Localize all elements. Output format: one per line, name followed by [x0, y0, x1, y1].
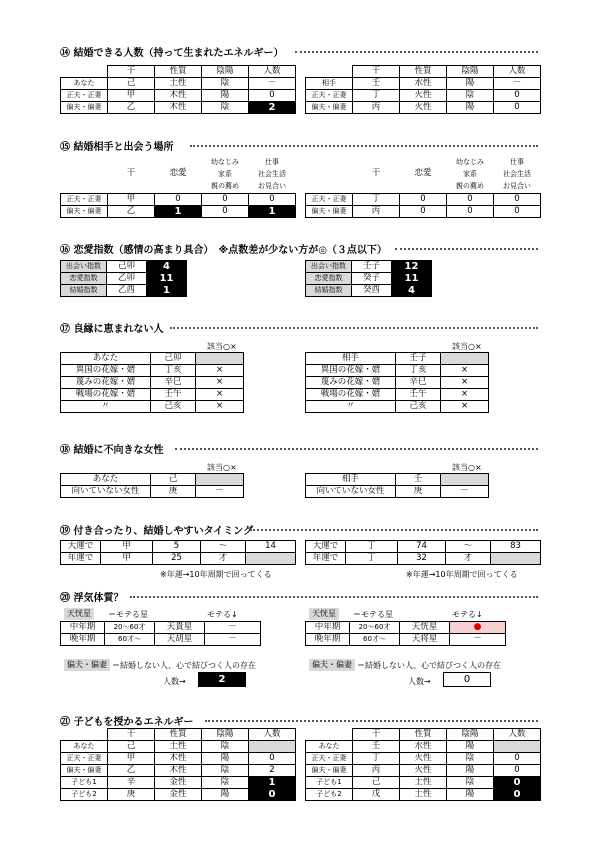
table-cell: ×: [441, 389, 489, 401]
dotted-divider: [190, 145, 538, 147]
dotted-divider: [250, 529, 538, 531]
table-cell: 仕事 社会生活 お見合い: [503, 157, 531, 190]
table-cell: 性質: [155, 729, 202, 741]
table-cell: [196, 474, 244, 486]
table-cell: 陽: [447, 102, 494, 114]
table-cell: 陰: [202, 102, 249, 114]
table-cell: ×: [196, 401, 244, 413]
s14-left-table: [60, 65, 296, 114]
right-count-box: 0: [443, 672, 491, 687]
table-cell: 己亥: [151, 401, 196, 413]
table-cell: 1: [249, 205, 296, 217]
table-cell: 陰: [202, 78, 249, 90]
table-cell: 60才～: [105, 634, 155, 646]
section-15-title: ⑮ 結婚相手と出会う場所: [60, 142, 174, 153]
table-cell: 己卯: [107, 261, 147, 273]
table-cell: 天胡星: [155, 634, 205, 646]
table-cell: [61, 155, 108, 193]
table-cell: ～: [201, 541, 246, 553]
table-cell: 正夫・正妻: [306, 753, 353, 765]
table-cell: 性質: [400, 66, 447, 78]
table-cell: 偏夫・偏妻: [306, 765, 353, 777]
label-text: ＝結婚しない人、心で結びつく人の存在: [112, 661, 256, 670]
table-cell: 偏夫・偏妻: [61, 205, 108, 217]
s19-left-table: [60, 540, 296, 565]
table-cell: 人数: [494, 729, 541, 741]
table-cell: あなた: [61, 741, 108, 753]
table-cell: 5: [153, 541, 201, 553]
table-cell: 壬子: [396, 353, 441, 365]
table-cell: 相手: [306, 353, 396, 365]
s21-left-table: [60, 728, 296, 801]
table-cell: 陰陽: [447, 729, 494, 741]
table-cell: 0: [249, 90, 296, 102]
table-cell: [196, 353, 244, 365]
table-cell: 己卯: [151, 353, 196, 365]
table-cell: 陽: [202, 753, 249, 765]
table-cell: 庚: [396, 486, 441, 498]
table-cell: 干: [108, 66, 155, 78]
table-cell: 年運で: [61, 553, 101, 565]
section-16-title: ⑯ 恋愛指数（感情の高まり具合） ※点数差が少ない方が◎（３点以下）: [60, 245, 387, 256]
section-18-title: ⑱ 結婚に不向きな女性: [60, 445, 164, 456]
table-cell: 甲: [101, 541, 153, 553]
table-cell: 金性: [155, 789, 202, 801]
table-cell: 壬: [353, 78, 400, 90]
table-cell: 壬午: [396, 389, 441, 401]
table-cell: 74: [398, 541, 446, 553]
table-cell: 2: [249, 765, 296, 777]
table-cell: 大運で: [61, 541, 101, 553]
table-cell: 0: [249, 753, 296, 765]
table-cell: 辛巳: [151, 377, 196, 389]
table-cell: 戦場の花嫁・婿: [306, 389, 396, 401]
table-cell: 25: [153, 553, 201, 565]
table-cell: 正夫・正妻: [61, 753, 108, 765]
shaded-label: 偏夫・偏妻: [64, 659, 110, 671]
table-cell: 人数: [249, 729, 296, 741]
table-cell: 0: [494, 789, 541, 801]
table-cell: 陰: [202, 741, 249, 753]
table-cell: 11: [147, 273, 187, 285]
table-cell: 出会い指数: [61, 261, 107, 273]
table-cell: 偏夫・偏妻: [61, 102, 108, 114]
section-17-title: ⑰ 良縁に恵まれない人: [60, 324, 164, 335]
table-cell: 丁亥: [151, 365, 196, 377]
table-cell: 戊: [353, 789, 400, 801]
table-cell: 才: [446, 553, 491, 565]
table-cell: [306, 729, 353, 741]
table-cell: 12: [392, 261, 432, 273]
table-cell: －: [205, 634, 261, 646]
table-cell: あなた: [61, 474, 151, 486]
shaded-label: 天恍星: [64, 608, 94, 620]
table-cell: 0: [494, 205, 541, 217]
table-cell: 〃: [61, 401, 151, 413]
table-cell: [61, 66, 108, 78]
table-cell: 大運で: [306, 541, 346, 553]
table-cell: 乙: [108, 765, 155, 777]
label-text: 人数→: [163, 677, 186, 686]
label-text: モテる↓: [207, 610, 238, 619]
table-cell: 火性: [400, 753, 447, 765]
table-cell: 丙: [353, 205, 400, 217]
table-cell: 天将星: [400, 634, 450, 646]
table-cell: －: [450, 634, 506, 646]
table-cell: 陰陽: [447, 66, 494, 78]
section-14-title: ⑭ 結婚できる人数（持って生まれたエネルギー）: [60, 48, 284, 59]
table-cell: 恋愛指数: [306, 273, 352, 285]
table-cell: 己亥: [396, 401, 441, 413]
table-cell: 干: [353, 729, 400, 741]
table-cell: 異国の花嫁・婿: [61, 365, 151, 377]
table-cell: 丁: [353, 90, 400, 102]
label-text: 該当○×: [207, 463, 237, 472]
table-cell: 出会い指数: [306, 261, 352, 273]
table-cell: 火性: [400, 765, 447, 777]
s19-right-table: [305, 540, 541, 565]
table-cell: 正夫・正妻: [61, 193, 108, 205]
shaded-label: 天恍星: [309, 608, 339, 620]
table-cell: 土性: [400, 789, 447, 801]
table-cell: 0: [202, 205, 249, 217]
table-cell: 陰陽: [202, 66, 249, 78]
s18-left-table: [60, 473, 244, 498]
table-cell: 乙: [108, 205, 155, 217]
table-cell: 子ども1: [61, 777, 108, 789]
table-cell: 甲: [108, 753, 155, 765]
table-cell: 丁亥: [396, 365, 441, 377]
label-text: 人数→: [408, 677, 431, 686]
s16-left-table: [60, 260, 187, 297]
table-cell: 壬午: [151, 389, 196, 401]
table-cell: [441, 474, 489, 486]
table-cell: 晩年期: [61, 634, 105, 646]
table-cell: 丙: [353, 765, 400, 777]
s18-right-table: [305, 473, 489, 498]
table-cell: 陽: [447, 765, 494, 777]
table-cell: 木性: [155, 765, 202, 777]
s15-left-table: [60, 155, 296, 218]
table-cell: 中年期: [61, 622, 105, 634]
table-cell: 相手: [306, 78, 353, 90]
table-cell: 0: [400, 205, 447, 217]
table-cell: 恋愛: [169, 168, 187, 179]
table-cell: 60才～: [350, 634, 400, 646]
table-cell: [306, 155, 353, 193]
table-cell: 0: [249, 193, 296, 205]
label-text: 該当○×: [207, 342, 237, 351]
table-cell: 甲: [108, 193, 155, 205]
table-cell: 0: [494, 777, 541, 789]
table-cell: 陰: [447, 753, 494, 765]
table-cell: 恋愛指数: [61, 273, 107, 285]
count-cell: 2: [249, 102, 296, 114]
table-cell: 水性: [400, 78, 447, 90]
table-cell: 年運で: [306, 553, 346, 565]
table-cell: 庚: [108, 789, 155, 801]
table-cell: 庚: [151, 486, 196, 498]
table-cell: 陰: [202, 777, 249, 789]
table-cell: 向いていない女性: [306, 486, 396, 498]
table-cell: 0: [249, 789, 296, 801]
table-cell: 陽: [447, 741, 494, 753]
table-cell: 火性: [400, 102, 447, 114]
table-cell: 癸子: [352, 273, 392, 285]
dotted-divider: [295, 51, 538, 53]
table-cell: 幼なじみ 家系 親の薦め: [211, 157, 239, 190]
table-cell: 天恍星: [400, 622, 450, 634]
table-cell: 甲: [101, 553, 153, 565]
table-cell: [491, 553, 541, 565]
table-cell: 陰: [447, 777, 494, 789]
table-cell: 〃: [306, 401, 396, 413]
table-cell: 乙: [108, 102, 155, 114]
s14-right-table: [305, 65, 541, 114]
table-cell: 32: [398, 553, 446, 565]
table-cell: －: [205, 622, 261, 634]
table-cell: 4: [147, 261, 187, 273]
table-cell: －: [441, 486, 489, 498]
table-cell: 干: [108, 729, 155, 741]
label-text: ＝モテる星: [353, 610, 393, 619]
table-cell: 蔑みの花嫁・婿: [306, 377, 396, 389]
table-cell: 正夫・正妻: [306, 193, 353, 205]
table-cell: 子ども1: [306, 777, 353, 789]
table-cell: 人数: [249, 66, 296, 78]
table-cell: 己: [108, 741, 155, 753]
table-cell: 結婚指数: [61, 285, 107, 297]
table-cell: 0: [494, 102, 541, 114]
table-cell: 己: [353, 777, 400, 789]
table-cell: [441, 353, 489, 365]
table-cell: 壬: [396, 474, 441, 486]
table-cell: 陽: [202, 90, 249, 102]
table-cell: 1: [147, 285, 187, 297]
table-cell: 土性: [400, 777, 447, 789]
table-cell: 丙: [353, 102, 400, 114]
section-21-title: ㉑ 子どもを授かるエネルギー: [60, 717, 194, 728]
table-cell: 干: [126, 168, 136, 179]
label-text: ＝結婚しない人、心で結びつく人の存在: [357, 661, 501, 670]
table-cell: ×: [441, 365, 489, 377]
table-cell: 正夫・正妻: [61, 90, 108, 102]
table-cell: [494, 741, 541, 753]
table-cell: 性質: [155, 66, 202, 78]
table-cell: 辛: [108, 777, 155, 789]
table-cell: [61, 729, 108, 741]
dotted-divider: [130, 596, 538, 598]
dotted-divider: [175, 448, 538, 450]
table-cell: －: [249, 78, 296, 90]
label-text: ※年運→10年周期で回ってくる: [160, 570, 272, 579]
label-text: ＝モテる星: [108, 610, 148, 619]
dotted-divider: [395, 248, 538, 250]
table-cell: 癸酉: [352, 285, 392, 297]
dotted-divider: [170, 327, 538, 329]
section-20-title: ⑳ 浮気体質？: [60, 593, 124, 604]
table-cell: あなた: [61, 353, 151, 365]
table-cell: 己: [108, 78, 155, 90]
table-cell: 陽: [447, 789, 494, 801]
table-cell: 乙卯: [107, 273, 147, 285]
table-cell: 甲: [108, 90, 155, 102]
table-cell: 才: [201, 553, 246, 565]
table-cell: あなた: [61, 78, 108, 90]
table-cell: 0: [447, 205, 494, 217]
table-cell: 壬: [353, 741, 400, 753]
table-cell: 向いていない女性: [61, 486, 151, 498]
table-cell: ×: [196, 365, 244, 377]
table-cell: ×: [196, 389, 244, 401]
table-cell: ×: [441, 377, 489, 389]
s15-right-table: [305, 155, 541, 218]
table-cell: 土性: [155, 741, 202, 753]
table-cell: 人数: [494, 66, 541, 78]
table-cell: 子ども2: [61, 789, 108, 801]
table-cell: 陰陽: [202, 729, 249, 741]
table-cell: 0: [400, 193, 447, 205]
table-cell: －: [494, 78, 541, 90]
table-cell: 相手: [306, 474, 396, 486]
table-cell: 陰: [202, 765, 249, 777]
table-cell: 仕事 社会生活 お見合い: [258, 157, 286, 190]
label-text: 該当○×: [452, 463, 482, 472]
table-cell: 4: [392, 285, 432, 297]
table-cell: 20～60才: [350, 622, 400, 634]
table-cell: 丁: [346, 553, 398, 565]
mote-marker: ●: [450, 622, 506, 634]
table-cell: 0: [494, 90, 541, 102]
table-cell: 83: [491, 541, 541, 553]
table-cell: 0: [447, 193, 494, 205]
table-cell: 己: [151, 474, 196, 486]
table-cell: 丁: [346, 541, 398, 553]
table-cell: [249, 741, 296, 753]
label-text: モテる↓: [452, 610, 483, 619]
table-cell: 結婚指数: [306, 285, 352, 297]
table-cell: 丁: [353, 753, 400, 765]
dotted-divider: [205, 720, 538, 722]
table-cell: 20～60才: [105, 622, 155, 634]
table-cell: 正夫・正妻: [306, 90, 353, 102]
table-cell: 木性: [155, 753, 202, 765]
table-cell: －: [196, 486, 244, 498]
table-cell: 陽: [447, 78, 494, 90]
table-cell: 14: [246, 541, 296, 553]
table-cell: 0: [494, 193, 541, 205]
table-cell: 異国の花嫁・婿: [306, 365, 396, 377]
table-cell: 0: [494, 753, 541, 765]
table-cell: 陰: [447, 90, 494, 102]
section-19-title: ⑲ 付き合ったり、結婚しやすいタイミング: [60, 526, 254, 537]
table-cell: 1: [249, 777, 296, 789]
label-text: 該当○×: [452, 342, 482, 351]
table-cell: [246, 553, 296, 565]
table-cell: 乙酉: [107, 285, 147, 297]
table-cell: 干: [371, 168, 381, 179]
table-cell: 木性: [155, 90, 202, 102]
table-cell: 水性: [400, 741, 447, 753]
s20-left-table: [60, 621, 261, 646]
table-cell: 木性: [155, 102, 202, 114]
left-count-box: 2: [198, 672, 246, 687]
s20-right-table: [305, 621, 506, 646]
label-text: ※年運→10年周期で回ってくる: [406, 570, 518, 579]
shaded-label: 偏夫・偏妻: [309, 659, 355, 671]
table-cell: 晩年期: [306, 634, 350, 646]
table-cell: ×: [196, 377, 244, 389]
s16-right-table: [305, 260, 432, 297]
table-cell: 辛巳: [396, 377, 441, 389]
s21-right-table: [305, 728, 541, 801]
table-cell: 陽: [202, 789, 249, 801]
s17-right-table: [305, 352, 489, 413]
table-cell: 偏夫・偏妻: [306, 205, 353, 217]
s17-left-table: [60, 352, 244, 413]
table-cell: 干: [353, 66, 400, 78]
table-cell: 蔑みの花嫁・婿: [61, 377, 151, 389]
table-cell: ×: [441, 401, 489, 413]
table-cell: 0: [155, 193, 202, 205]
table-cell: 火性: [400, 90, 447, 102]
table-cell: 恋愛: [414, 168, 432, 179]
table-cell: あなた: [306, 741, 353, 753]
table-cell: 天貴星: [155, 622, 205, 634]
table-cell: 0: [494, 765, 541, 777]
table-cell: 子ども2: [306, 789, 353, 801]
table-cell: 偏夫・偏妻: [61, 765, 108, 777]
table-cell: 金性: [155, 777, 202, 789]
table-cell: 11: [392, 273, 432, 285]
table-cell: 丁: [353, 193, 400, 205]
table-cell: 戦場の花嫁・婿: [61, 389, 151, 401]
table-cell: [306, 66, 353, 78]
table-cell: 中年期: [306, 622, 350, 634]
table-cell: 偏夫・偏妻: [306, 102, 353, 114]
table-cell: 幼なじみ 家系 親の薦め: [456, 157, 484, 190]
table-cell: ～: [446, 541, 491, 553]
table-cell: 1: [155, 205, 202, 217]
table-cell: 性質: [400, 729, 447, 741]
table-cell: 壬子: [352, 261, 392, 273]
table-cell: 0: [202, 193, 249, 205]
table-cell: 土性: [155, 78, 202, 90]
